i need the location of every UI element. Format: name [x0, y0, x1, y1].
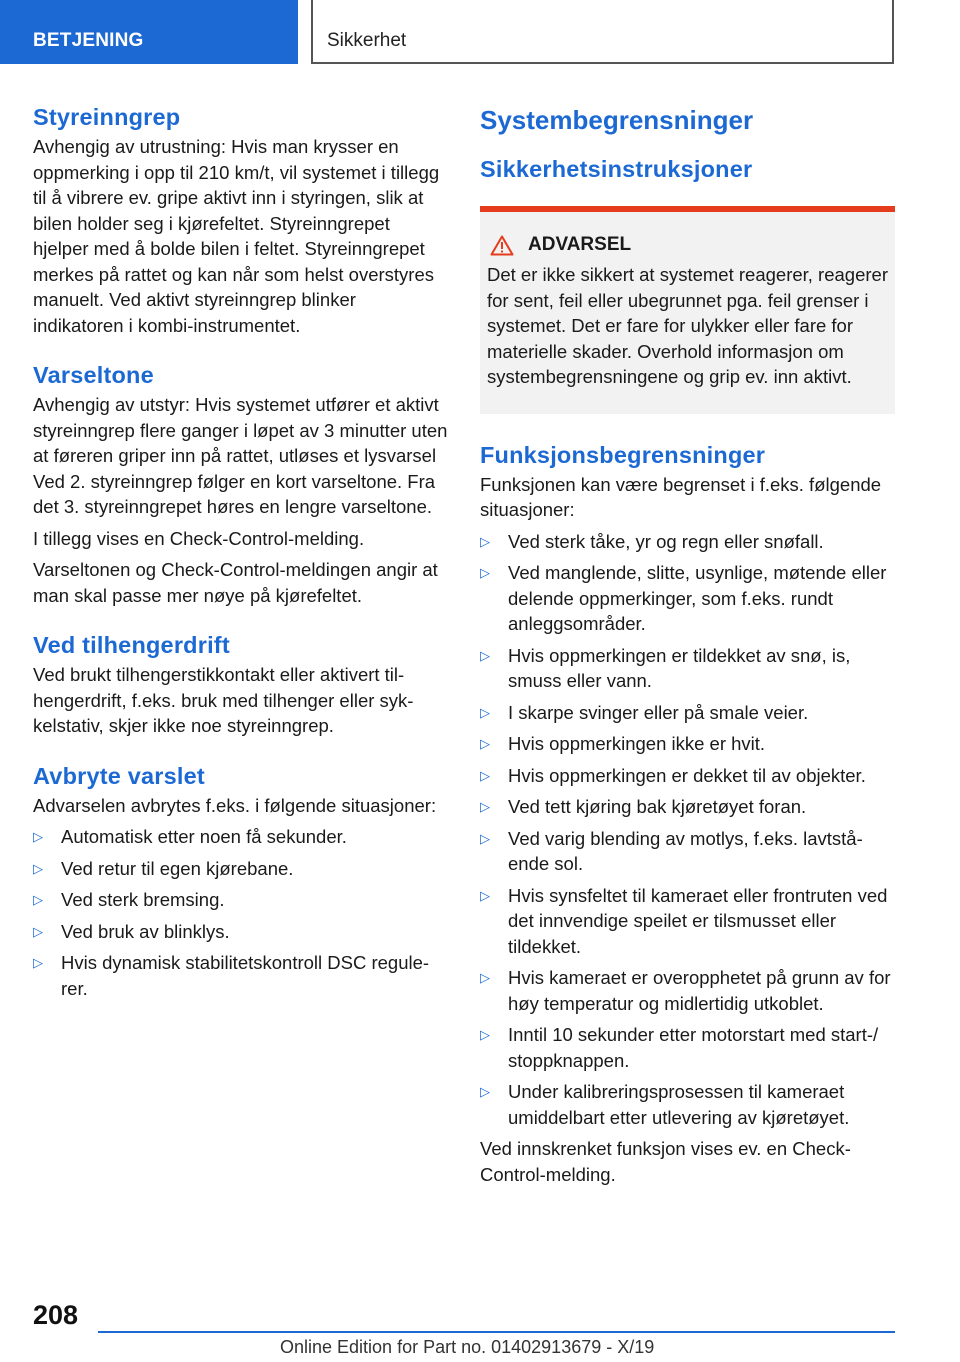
header-section-tab: BETJENING: [0, 0, 298, 64]
triangle-bullet-icon: ▷: [33, 955, 43, 970]
header-subsection: Sikkerhet: [311, 0, 894, 64]
list-item: ▷ Hvis oppmerkingen er dekket til av objekter.: [480, 763, 895, 789]
list-item: ▷ Ved bruk av blinklys.: [33, 919, 448, 945]
varseltone-p3: Varseltonen og Check-Control-meldingen angir at man skal passe mer nøye på kjørefeltet.: [33, 559, 438, 606]
avbryte-list: [33, 824, 448, 1001]
footer-edition: Online Edition for Part no. 01402913679 - X/19: [280, 1337, 655, 1357]
list-item: ▷ Hvis dynamisk stabilitetskontroll DSC regulerer.: [33, 952, 430, 999]
heading-systembegrensninger: Systembegrensninger: [480, 105, 754, 135]
heading-funksjonsbegrensninger: Funksjonsbegrensninger: [480, 441, 766, 468]
warning-body: Det er ikke sikkert at systemet reagerer, reagerer for sent, feil eller ubegrunnet pga. feil grenser i systemet. Det er fare for ulykker eller fare for materielle skader. Overhold informasjon om systembegrensningene og grip ev. inn aktivt.: [487, 264, 888, 387]
triangle-bullet-icon: ▷: [480, 704, 490, 720]
triangle-bullet-icon: ▷: [33, 860, 43, 876]
funksjon-list: [480, 529, 895, 1131]
avbryte-intro: Advarselen avbrytes f.eks. i følgende situasjoner:: [33, 794, 437, 816]
triangle-bullet-icon: ▷: [480, 1084, 490, 1099]
triangle-bullet-icon: ▷: [480, 1027, 490, 1042]
list-item: ▷ Hvis synsfeltet til kameraet eller frontruten ved det innvendige speilet er tilsmusset eller tildekket.: [480, 884, 888, 957]
warning-label: ADVARSEL: [528, 234, 632, 255]
right-column: [480, 100, 895, 1187]
triangle-bullet-icon: ▷: [480, 799, 490, 814]
heading-avbryte-varslet: Avbryte varslet: [33, 762, 205, 789]
heading-tilhengerdrift: Ved tilhengerdrift: [33, 632, 230, 658]
page-number: 208: [33, 1300, 79, 1330]
triangle-bullet-icon: ▷: [480, 970, 490, 985]
list-item: ▷ Inntil 10 sekunder etter motorstart med start-/ stoppknappen.: [480, 1024, 879, 1071]
tilhengerdrift-body: Ved brukt tilhengerstikkontakt eller aktivert tilhengerdrift, f.eks. bruk med tilhenger eller sykkelstativ, skjer ikke noe styreinngrep.: [33, 664, 414, 736]
triangle-bullet-icon: ▷: [480, 830, 490, 846]
warning-box: [480, 206, 895, 414]
left-column: [33, 100, 448, 1001]
triangle-bullet-icon: ▷: [480, 565, 490, 580]
list-item: ▷ Ved sterk tåke, yr og regn eller snøfall.: [480, 529, 895, 555]
list-item: ▷ Ved varig blending av motlys, f.eks. lavtstående sol.: [480, 827, 863, 874]
list-item: ▷ Ved tett kjøring bak kjøretøyet foran.: [480, 794, 895, 820]
list-item: ▷ Ved retur til egen kjørebane.: [33, 856, 448, 882]
styreinngrep-body: Avhengig av utrustning: Hvis man krysser en oppmerking i opp til 210 km/t, vil systemet i tillegg til å vibrere ev. gripe aktivt inn i styringen, slik at bilen holder seg i kjørefeltet. Styreinngrepet hjelper med å bolde bilen i feltet. Styreinngrepet merkes på rattet og kan når som helst overstyres manuelt. Ved aktivt styreinngrep blinker indikatoren i kombi-instrumentet.: [33, 136, 440, 336]
funksjon-intro: Funksjonen kan være begrenset i f.eks. følgende situasjoner:: [480, 473, 882, 520]
list-item: ▷ Hvis oppmerkingen er tildekket av snø, is, smuss eller vann.: [480, 644, 851, 691]
list-item: ▷ Automatisk etter noen få sekunder.: [33, 824, 448, 850]
warning-header: [487, 234, 888, 256]
funksjon-outro: Ved innskrenket funksjon vises ev. en Check-Control-melding.: [480, 1138, 851, 1185]
triangle-bullet-icon: ▷: [480, 887, 490, 903]
warning-triangle-icon: [490, 235, 514, 256]
triangle-bullet-icon: ▷: [33, 892, 43, 907]
list-item: ▷ Under kalibreringsprosessen til kameraet umiddelbart etter utlevering av kjøretøyet.: [480, 1081, 850, 1128]
triangle-bullet-icon: ▷: [33, 923, 43, 939]
list-item: ▷ I skarpe svinger eller på smale veier.: [480, 700, 895, 726]
heading-styreinngrep: Styreinngrep: [33, 104, 181, 130]
triangle-bullet-icon: ▷: [480, 533, 490, 549]
list-item: ▷ Hvis kameraet er overopphetet på grunn av for høy temperatur og midlertidig utkoblet.: [480, 967, 891, 1014]
list-item: ▷ Ved manglende, slitte, usynlige, møtende eller delende oppmerkinger, som f.eks. rundt anleggsområder.: [480, 562, 887, 634]
heading-sikkerhetsinstruksjoner: Sikkerhetsinstruksjoner: [480, 156, 753, 182]
varseltone-p1: Avhengig av utstyr: Hvis systemet utfører et aktivt styreinngrep flere ganger i løpet av 3 minutter uten at føreren griper inn på rattet, utløses et lysvarsel Ved 2. styreinngrep følger en kort varseltone. Fra det 3. styreinngrepet høres en lengre varseltone.: [33, 394, 448, 517]
footer-divider: [98, 1331, 895, 1333]
triangle-bullet-icon: ▷: [480, 647, 490, 663]
heading-varseltone: Varseltone: [33, 362, 154, 388]
triangle-bullet-icon: ▷: [480, 736, 490, 751]
triangle-bullet-icon: ▷: [33, 829, 43, 844]
triangle-bullet-icon: ▷: [480, 767, 490, 783]
list-item: ▷ Ved sterk bremsing.: [33, 887, 448, 913]
varseltone-p2: I tillegg vises en Check-Control-melding.: [33, 527, 365, 549]
list-item: ▷ Hvis oppmerkingen ikke er hvit.: [480, 731, 895, 757]
